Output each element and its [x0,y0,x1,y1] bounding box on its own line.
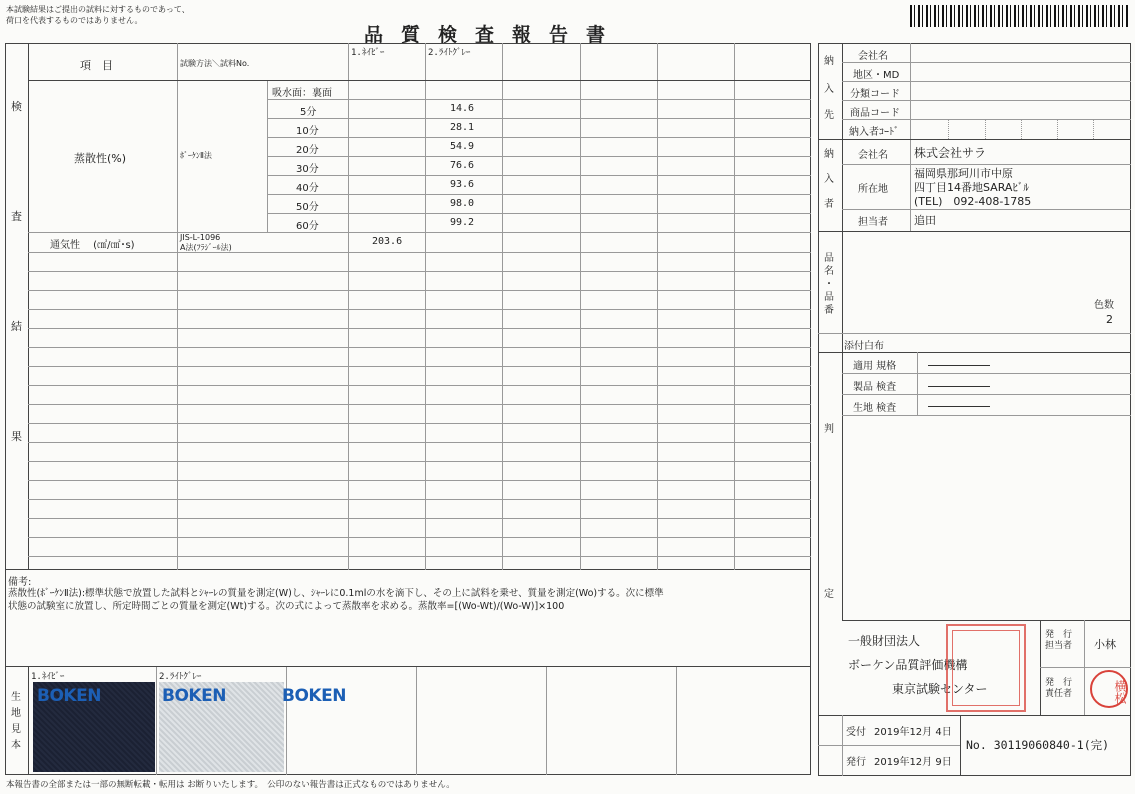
org-line-3: 東京試験センター [892,682,988,696]
delivery-side-3: 先 [824,110,834,121]
sample-2-header: 2.ﾗｲﾄｸﾞﾚｰ [428,48,471,58]
supplier-tel: (TEL) 092-408-1785 [914,195,1032,208]
delivery-row-label: 納入者ｺｰﾄﾞ [849,127,899,138]
absorb-face: 吸水面：裏面 [272,88,332,99]
col-item-header: 項 目 [80,59,113,72]
supplier-side-2: 入 [824,174,834,185]
results-table [5,43,811,570]
swatch-2-label: 2.ﾗｲﾄｸﾞﾚｰ [159,672,202,682]
judge-row-label: 生地 検査 [853,403,897,414]
issued-label: 発行 [846,757,866,768]
delivery-row-label: 分類コード [850,89,900,100]
time-value: 76.6 [450,160,475,171]
time-value: 54.9 [450,141,475,152]
swatch-side-3: 見 [11,724,21,735]
color-count-label: 色数 [1094,300,1114,311]
swatch-side-2: 地 [11,708,21,719]
notice-line-1: 本試験結果はご提出の試料に対するものであって、 [6,5,190,14]
col-method-header: 試験方法＼試料No. [180,59,250,68]
supplier-company: 株式会社サラ [914,146,987,160]
boken-logo: BOKEN [282,686,346,706]
swatch-1-label: 1.ﾈｲﾋﾞｰ [31,672,65,682]
org-line-2: ボーケン品質評価機構 [848,658,968,672]
judge-side-1: 判 [824,424,834,435]
received-label: 受付 [846,727,866,738]
supplier-company-label: 会社名 [858,150,888,161]
sample-1-header: 1.ﾈｲﾋﾞｰ [351,48,385,58]
responsible-seal-stamp: 横松 [1090,670,1128,708]
time-value: 99.2 [450,217,475,228]
swatch-side-1: 生 [11,692,21,703]
company-seal-stamp [946,624,1026,712]
boken-logo: BOKEN [37,686,101,706]
air-method-1: JIS-L-1096 [180,233,221,242]
delivery-row-label: 地区・MD [853,70,900,81]
supplier-side-3: 者 [824,199,834,210]
remarks-label: 備考: [8,577,32,588]
supplier-side-1: 納 [824,149,834,160]
supplier-address-2: 四丁目14番地SARAﾋﾞﾙ [914,181,1029,194]
report-number: No. 30119060840-1(完) [966,738,1110,752]
judge-row-label: 製品 検査 [853,382,897,393]
issued-date: 2019年12月 9日 [874,757,952,768]
notice-line-2: 荷口を代表するものではありません。 [6,16,143,25]
time-label: 50分 [296,202,319,213]
side-label-4: 果 [11,430,22,443]
air-permeability-label: 通気性 (㎤/㎠･s) [50,240,135,251]
footer-notice: 本報告書の全部または一部の無断転載・転用は お断りいたします。 公印のない報告書は正式なものではありません。 [6,780,455,790]
time-label: 40分 [296,183,319,194]
delivery-row-label: 会社名 [858,51,888,62]
color-count: 2 [1106,313,1113,326]
boken-logo: BOKEN [162,686,226,706]
evaporation-method: ﾎﾞｰｹﾝⅡ法 [180,151,212,160]
air-value: 203.6 [372,236,403,247]
org-line-1: 一般財団法人 [848,634,921,648]
time-label: 30分 [296,164,319,175]
time-value: 28.1 [450,122,475,133]
swatch-side-4: 本 [11,740,21,751]
side-label-1: 検 [11,100,22,113]
delivery-side-2: 入 [824,84,834,95]
product-side: 品 名 ・ 品 番 [824,253,834,316]
person-label: 担当者 [858,217,888,228]
time-value: 98.0 [450,198,475,209]
report-title: 品質検査報告書 [364,24,624,46]
supplier-address-label: 所在地 [858,184,888,195]
barcode [910,5,1130,27]
time-label: 20分 [296,145,319,156]
issue-person-label: 発 行 担当者 [1045,630,1073,651]
person: 追田 [914,214,936,227]
time-value: 93.6 [450,179,475,190]
time-label: 5分 [300,107,317,118]
delivery-row-label: 商品コード [850,108,900,119]
time-value: 14.6 [450,103,475,114]
remarks-line-2: 状態の試験室に放置し、所定時間ごとの質量を測定(Wt)する。次の式によって蒸散率を求める。蒸散率=[(Wo-Wt)/(Wo-W)]×100 [8,601,565,612]
side-label-3: 結 [11,320,22,333]
received-date: 2019年12月 4日 [874,727,952,738]
supplier-address-1: 福岡県那珂川市中原 [914,167,1013,180]
judge-side-2: 定 [824,589,834,600]
remarks-line-1: 蒸散性(ﾎﾞｰｹﾝⅡ法):標準状態で放置した試料とｼｬｰﾚの質量を測定(W)し、ｼｬｰﾚに0.1mlの水を滴下し、その上に試料を乗せ、質量を測定(Wo)する。次に標準 [8,588,664,599]
time-label: 10分 [296,126,319,137]
issue-resp-label: 発 行 責任者 [1045,678,1073,699]
issue-person: 小林 [1094,638,1116,651]
evaporation-label: 蒸散性(%) [74,152,127,165]
delivery-side-1: 納 [824,56,834,67]
side-label-2: 査 [11,210,22,223]
attach-label: 添付白布 [844,341,884,352]
air-method-2: A法(ﾌﾗｼﾞｰﾙ法) [180,243,232,252]
judge-row-label: 適用 規格 [853,361,897,372]
time-label: 60分 [296,221,319,232]
